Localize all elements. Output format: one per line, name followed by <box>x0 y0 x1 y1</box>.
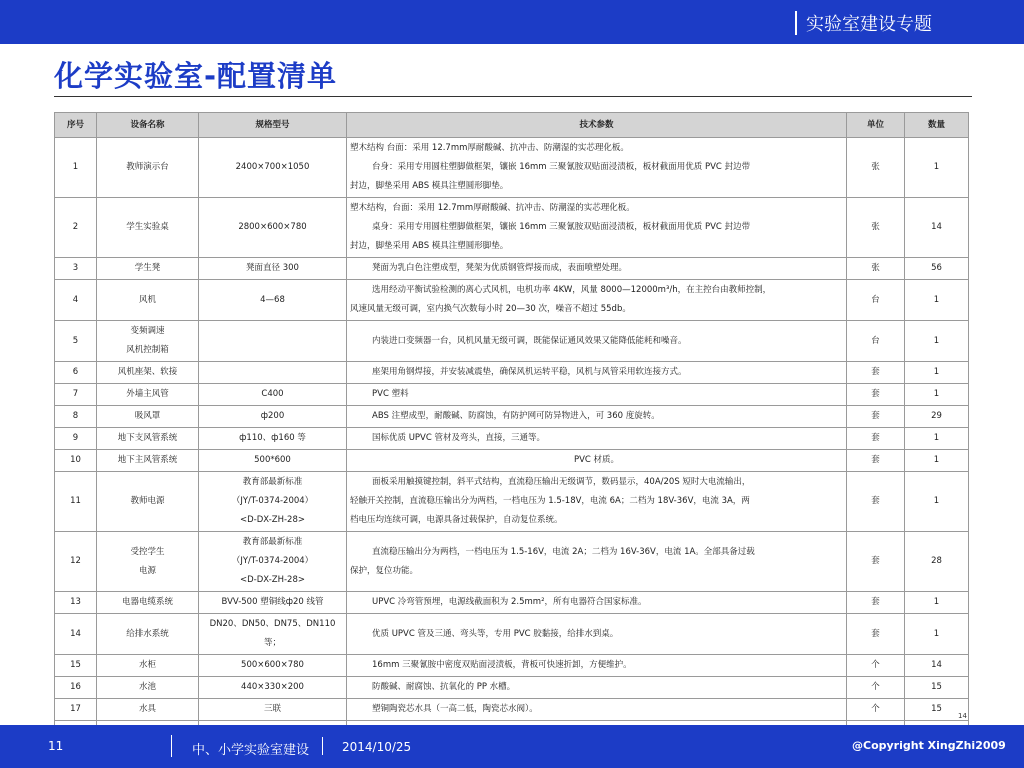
cell-spec <box>199 384 347 406</box>
name-line: 水池 <box>138 682 156 692</box>
cell-name <box>97 384 199 406</box>
cell-unit: 套 <box>847 406 905 428</box>
cell-no: 2 <box>55 198 97 258</box>
cell-name <box>97 198 199 258</box>
cell-name <box>97 258 199 280</box>
spec-line: 2800×600×780 <box>238 222 307 232</box>
cell-unit: 张 <box>847 198 905 258</box>
param-line: 封边，脚垫采用 ABS 模具注塑圆形脚垫。 <box>350 181 509 191</box>
cell-params <box>347 384 847 406</box>
param-line: 轻触开关控制，直流稳压输出分为两档，一档电压为 1.5-18V，电流 6A；二档为 18V-36V，电流 3A，两 <box>350 496 750 506</box>
param-line: 台身：采用专用圆柱塑脚做框架，镶嵌 16mm 三聚氰胺双贴面浸渍板，板材截面用优质 PVC 封边带 <box>372 162 751 172</box>
table-row <box>55 406 969 428</box>
cell-no: 4 <box>55 280 97 321</box>
name-line: 外墙主风管 <box>126 389 169 399</box>
cell-no: 9 <box>55 428 97 450</box>
spec-line: 500*600 <box>254 455 291 465</box>
cell-name <box>97 472 199 532</box>
cell-name <box>97 428 199 450</box>
footer-divider-2 <box>322 737 323 755</box>
spec-line: DN20、DN50、DN75、DN110 等； <box>209 619 336 648</box>
col-header-spec: 规格型号 <box>199 113 347 138</box>
equipment-table <box>54 112 969 743</box>
cell-name <box>97 321 199 362</box>
name-line: 风机座架、软接 <box>117 367 178 377</box>
cell-params <box>347 198 847 258</box>
param-line: ABS 注塑成型，耐酸碱、防腐蚀，有防护网可防异物进入，可 360 度旋转。 <box>372 411 660 421</box>
param-line: UPVC 冷弯管预埋，电源线截面积为 2.5mm²，所有电器符合国家标准。 <box>372 597 647 607</box>
name-line: 学生凳 <box>134 263 161 273</box>
param-line: 直流稳压输出分为两档，一档电压为 1.5-16V，电流 2A；二档为 16V-36V，电流 1A。全部具备过载 <box>372 546 755 557</box>
cell-spec <box>199 655 347 677</box>
topic-label: 实验室建设专题 <box>806 14 932 35</box>
cell-name <box>97 450 199 472</box>
table-row <box>55 655 969 677</box>
table-header-row <box>55 113 969 138</box>
cell-name <box>97 280 199 321</box>
footer-divider <box>171 735 172 757</box>
param-line: 国标优质 UPVC 管材及弯头，直接，三通等。 <box>372 433 546 443</box>
cell-no: 3 <box>55 258 97 280</box>
cell-spec <box>199 532 347 592</box>
cell-params <box>347 406 847 428</box>
cell-no: 11 <box>55 472 97 532</box>
table-body <box>55 138 969 743</box>
name-line: 电器电缆系统 <box>121 597 173 607</box>
cell-qty: 1 <box>905 138 969 198</box>
table-row <box>55 362 969 384</box>
table-row <box>55 614 969 655</box>
cell-spec <box>199 362 347 384</box>
param-line: 选用经动平衡试验检测的离心式风机，电机功率 4KW，风量 8000—12000m³/h，在主控台由教师控制， <box>372 285 772 295</box>
cell-unit: 套 <box>847 532 905 592</box>
name-line: 变频调速 <box>130 326 165 336</box>
cell-params <box>347 450 847 472</box>
param-line: 保护，复位功能。 <box>350 565 419 576</box>
cell-params <box>347 362 847 384</box>
name-line: 地下支风管系统 <box>117 433 178 443</box>
cell-qty: 1 <box>905 592 969 614</box>
spec-line: Ⅽ400 <box>261 389 284 399</box>
cell-no: 16 <box>55 677 97 699</box>
param-line: 封边，脚垫采用 ABS 模具注塑圆形脚垫。 <box>350 241 509 251</box>
spec-line: 500×600×780 <box>241 660 304 670</box>
table-row <box>55 280 969 321</box>
cell-unit: 台 <box>847 280 905 321</box>
cell-params <box>347 532 847 592</box>
cell-unit: 个 <box>847 677 905 699</box>
cell-no: 12 <box>55 532 97 592</box>
name-line: 教师演示台 <box>126 162 169 172</box>
table-row <box>55 677 969 699</box>
spec-line: 教育部最新标准 <box>242 477 303 487</box>
cell-spec <box>199 280 347 321</box>
name-line: 教师电源 <box>130 496 165 506</box>
param-line: 16mm 三聚氰胺中密度双贴面浸渍板，背板可快速折卸，方便维护。 <box>372 660 632 670</box>
param-line: PVC 塑料 <box>372 389 409 399</box>
page-mark: 14 <box>958 712 967 720</box>
cell-spec <box>199 321 347 362</box>
cell-no: 13 <box>55 592 97 614</box>
cell-no: 8 <box>55 406 97 428</box>
cell-qty: 14 <box>905 655 969 677</box>
name-line: 给排水系统 <box>126 628 169 639</box>
param-line: 座架用角钢焊接，并安装减震垫，确保风机运转平稳，风机与风管采用软连接方式。 <box>372 367 687 377</box>
cell-unit: 套 <box>847 384 905 406</box>
cell-no: 14 <box>55 614 97 655</box>
col-header-name: 设备名称 <box>97 113 199 138</box>
cell-params <box>347 592 847 614</box>
cell-spec <box>199 677 347 699</box>
table-row <box>55 699 969 721</box>
cell-qty: 1 <box>905 362 969 384</box>
cell-spec <box>199 258 347 280</box>
name-line: 地下主风管系统 <box>117 455 178 465</box>
cell-no: 1 <box>55 138 97 198</box>
cell-params <box>347 472 847 532</box>
cell-qty: 15 <box>905 699 969 721</box>
cell-qty: 14 <box>905 198 969 258</box>
footer-copyright: @Copyright XingZhi2009 <box>852 739 1006 752</box>
param-line: 桌身：采用专用圆柱塑脚做框架，镶嵌 16mm 三聚氰胺双贴面浸渍板，板材截面用优质 PVC 封边带 <box>372 222 751 232</box>
cell-name <box>97 532 199 592</box>
col-header-qty: 数量 <box>905 113 969 138</box>
cell-unit: 个 <box>847 655 905 677</box>
cell-params <box>347 321 847 362</box>
col-header-unit: 单位 <box>847 113 905 138</box>
param-line: 档电压均连续可调，电源具备过载保护，自动复位系统。 <box>350 515 563 525</box>
cell-qty: 1 <box>905 614 969 655</box>
table-row <box>55 592 969 614</box>
cell-qty: 1 <box>905 450 969 472</box>
cell-unit: 套 <box>847 428 905 450</box>
param-line: 防酸碱、耐腐蚀、抗氧化的 PP 水槽。 <box>372 682 516 692</box>
cell-qty: 1 <box>905 428 969 450</box>
cell-qty: 1 <box>905 384 969 406</box>
spec-line: <D-DX-ZH-28> <box>240 515 305 525</box>
col-header-params: 技术参数 <box>347 113 847 138</box>
cell-spec <box>199 450 347 472</box>
param-line: 塑木结构，台面：采用 12.7mm厚耐酸碱、抗冲击、防潮湿的实芯理化板。 <box>350 203 635 213</box>
cell-name <box>97 362 199 384</box>
cell-unit: 个 <box>847 699 905 721</box>
cell-params <box>347 677 847 699</box>
spec-line: 440×330×200 <box>241 682 304 692</box>
cell-qty: 15 <box>905 677 969 699</box>
spec-line: <D-DX-ZH-28> <box>240 575 305 585</box>
spec-line: 4—68 <box>260 294 285 305</box>
cell-no: 5 <box>55 321 97 362</box>
cell-no: 10 <box>55 450 97 472</box>
slide-title: 化学实验室-配置清单 <box>54 59 338 93</box>
name-line: 风机控制箱 <box>126 345 169 355</box>
spec-line: 教育部最新标准 <box>242 537 303 547</box>
param-line: 塑木结构 台面：采用 12.7mm厚耐酸碱、抗冲击、防潮湿的实芯理化板。 <box>350 143 629 153</box>
cell-name <box>97 592 199 614</box>
table-row <box>55 532 969 592</box>
cell-name <box>97 614 199 655</box>
table-row <box>55 450 969 472</box>
cell-spec <box>199 428 347 450</box>
col-header-no: 序号 <box>55 113 97 138</box>
cell-unit: 套 <box>847 592 905 614</box>
cell-spec <box>199 614 347 655</box>
cell-spec <box>199 406 347 428</box>
param-line: 优质 UPVC 管及三通、弯头等，专用 PVC 胶黏接，给排水到桌。 <box>372 628 619 639</box>
cell-qty: 28 <box>905 532 969 592</box>
cell-unit: 套 <box>847 450 905 472</box>
param-line: PVC 材质。 <box>573 455 620 465</box>
table-row <box>55 428 969 450</box>
cell-unit: 套 <box>847 472 905 532</box>
table-row <box>55 472 969 532</box>
param-line: 内装进口变频器一台，风机风量无级可调，既能保证通风效果又能降低能耗和噪音。 <box>372 335 687 346</box>
cell-qty: 1 <box>905 472 969 532</box>
param-line: 凳面为乳白色注塑成型，凳架为优质钢管焊接而成，表面喷塑处理。 <box>372 263 628 273</box>
cell-unit: 套 <box>847 362 905 384</box>
cell-name <box>97 138 199 198</box>
footer-date: 2014/10/25 <box>342 740 412 754</box>
spec-line: BVV-500 塑铜线ф20 线管 <box>221 597 324 607</box>
cell-unit: 套 <box>847 614 905 655</box>
cell-params <box>347 655 847 677</box>
topic-divider <box>795 11 797 35</box>
cell-no: 15 <box>55 655 97 677</box>
top-banner <box>0 0 1024 44</box>
cell-params <box>347 280 847 321</box>
cell-name <box>97 655 199 677</box>
cell-no: 7 <box>55 384 97 406</box>
param-line: 塑铜陶瓷芯水具（一高二低，陶瓷芯水阀）。 <box>372 704 538 714</box>
cell-unit: 台 <box>847 321 905 362</box>
name-line: 水具 <box>138 704 156 714</box>
table-row <box>55 321 969 362</box>
spec-line: 2400×700×1050 <box>235 162 310 172</box>
cell-spec <box>199 472 347 532</box>
cell-no: 6 <box>55 362 97 384</box>
page-number: 11 <box>48 739 64 753</box>
cell-qty: 1 <box>905 280 969 321</box>
name-line: 受控学生 <box>130 546 165 557</box>
name-line: 风机 <box>138 294 156 305</box>
cell-qty: 1 <box>905 321 969 362</box>
table-row <box>55 384 969 406</box>
table-row <box>55 258 969 280</box>
name-line: 水柜 <box>138 660 156 670</box>
footer-bar <box>0 725 1024 768</box>
name-line: 学生实验桌 <box>126 222 169 232</box>
cell-no: 17 <box>55 699 97 721</box>
cell-name <box>97 699 199 721</box>
footer-title: 中、小学实验室建设 <box>192 743 310 758</box>
cell-params <box>347 258 847 280</box>
cell-params <box>347 428 847 450</box>
cell-spec <box>199 198 347 258</box>
cell-params <box>347 138 847 198</box>
spec-line: 凳面直径 300 <box>246 263 299 273</box>
spec-line: （JY/T-0374-2004） <box>231 556 314 566</box>
name-line: 吸风罩 <box>134 411 161 421</box>
cell-spec <box>199 592 347 614</box>
spec-line: 三联 <box>263 704 281 714</box>
cell-name <box>97 677 199 699</box>
cell-spec <box>199 699 347 721</box>
cell-params <box>347 699 847 721</box>
cell-unit: 张 <box>847 258 905 280</box>
cell-qty: 56 <box>905 258 969 280</box>
table-row <box>55 198 969 258</box>
param-line: 风速风量无级可调，室内换气次数每小时 20—30 次，噪音不超过 55db。 <box>350 304 631 314</box>
spec-line: （JY/T-0374-2004） <box>231 496 314 506</box>
spec-line: ф200 <box>260 411 285 421</box>
spec-line: ф110、ф160 等 <box>239 433 306 443</box>
cell-spec <box>199 138 347 198</box>
table-row <box>55 138 969 198</box>
cell-qty: 29 <box>905 406 969 428</box>
name-line: 电源 <box>138 565 156 576</box>
cell-unit: 张 <box>847 138 905 198</box>
cell-params <box>347 614 847 655</box>
param-line: 面板采用触摸键控制，斜平式结构，直流稳压输出无级调节，数码显示，40A/20S 短时大电流输出， <box>372 477 751 487</box>
cell-name <box>97 406 199 428</box>
title-underline <box>54 96 972 97</box>
